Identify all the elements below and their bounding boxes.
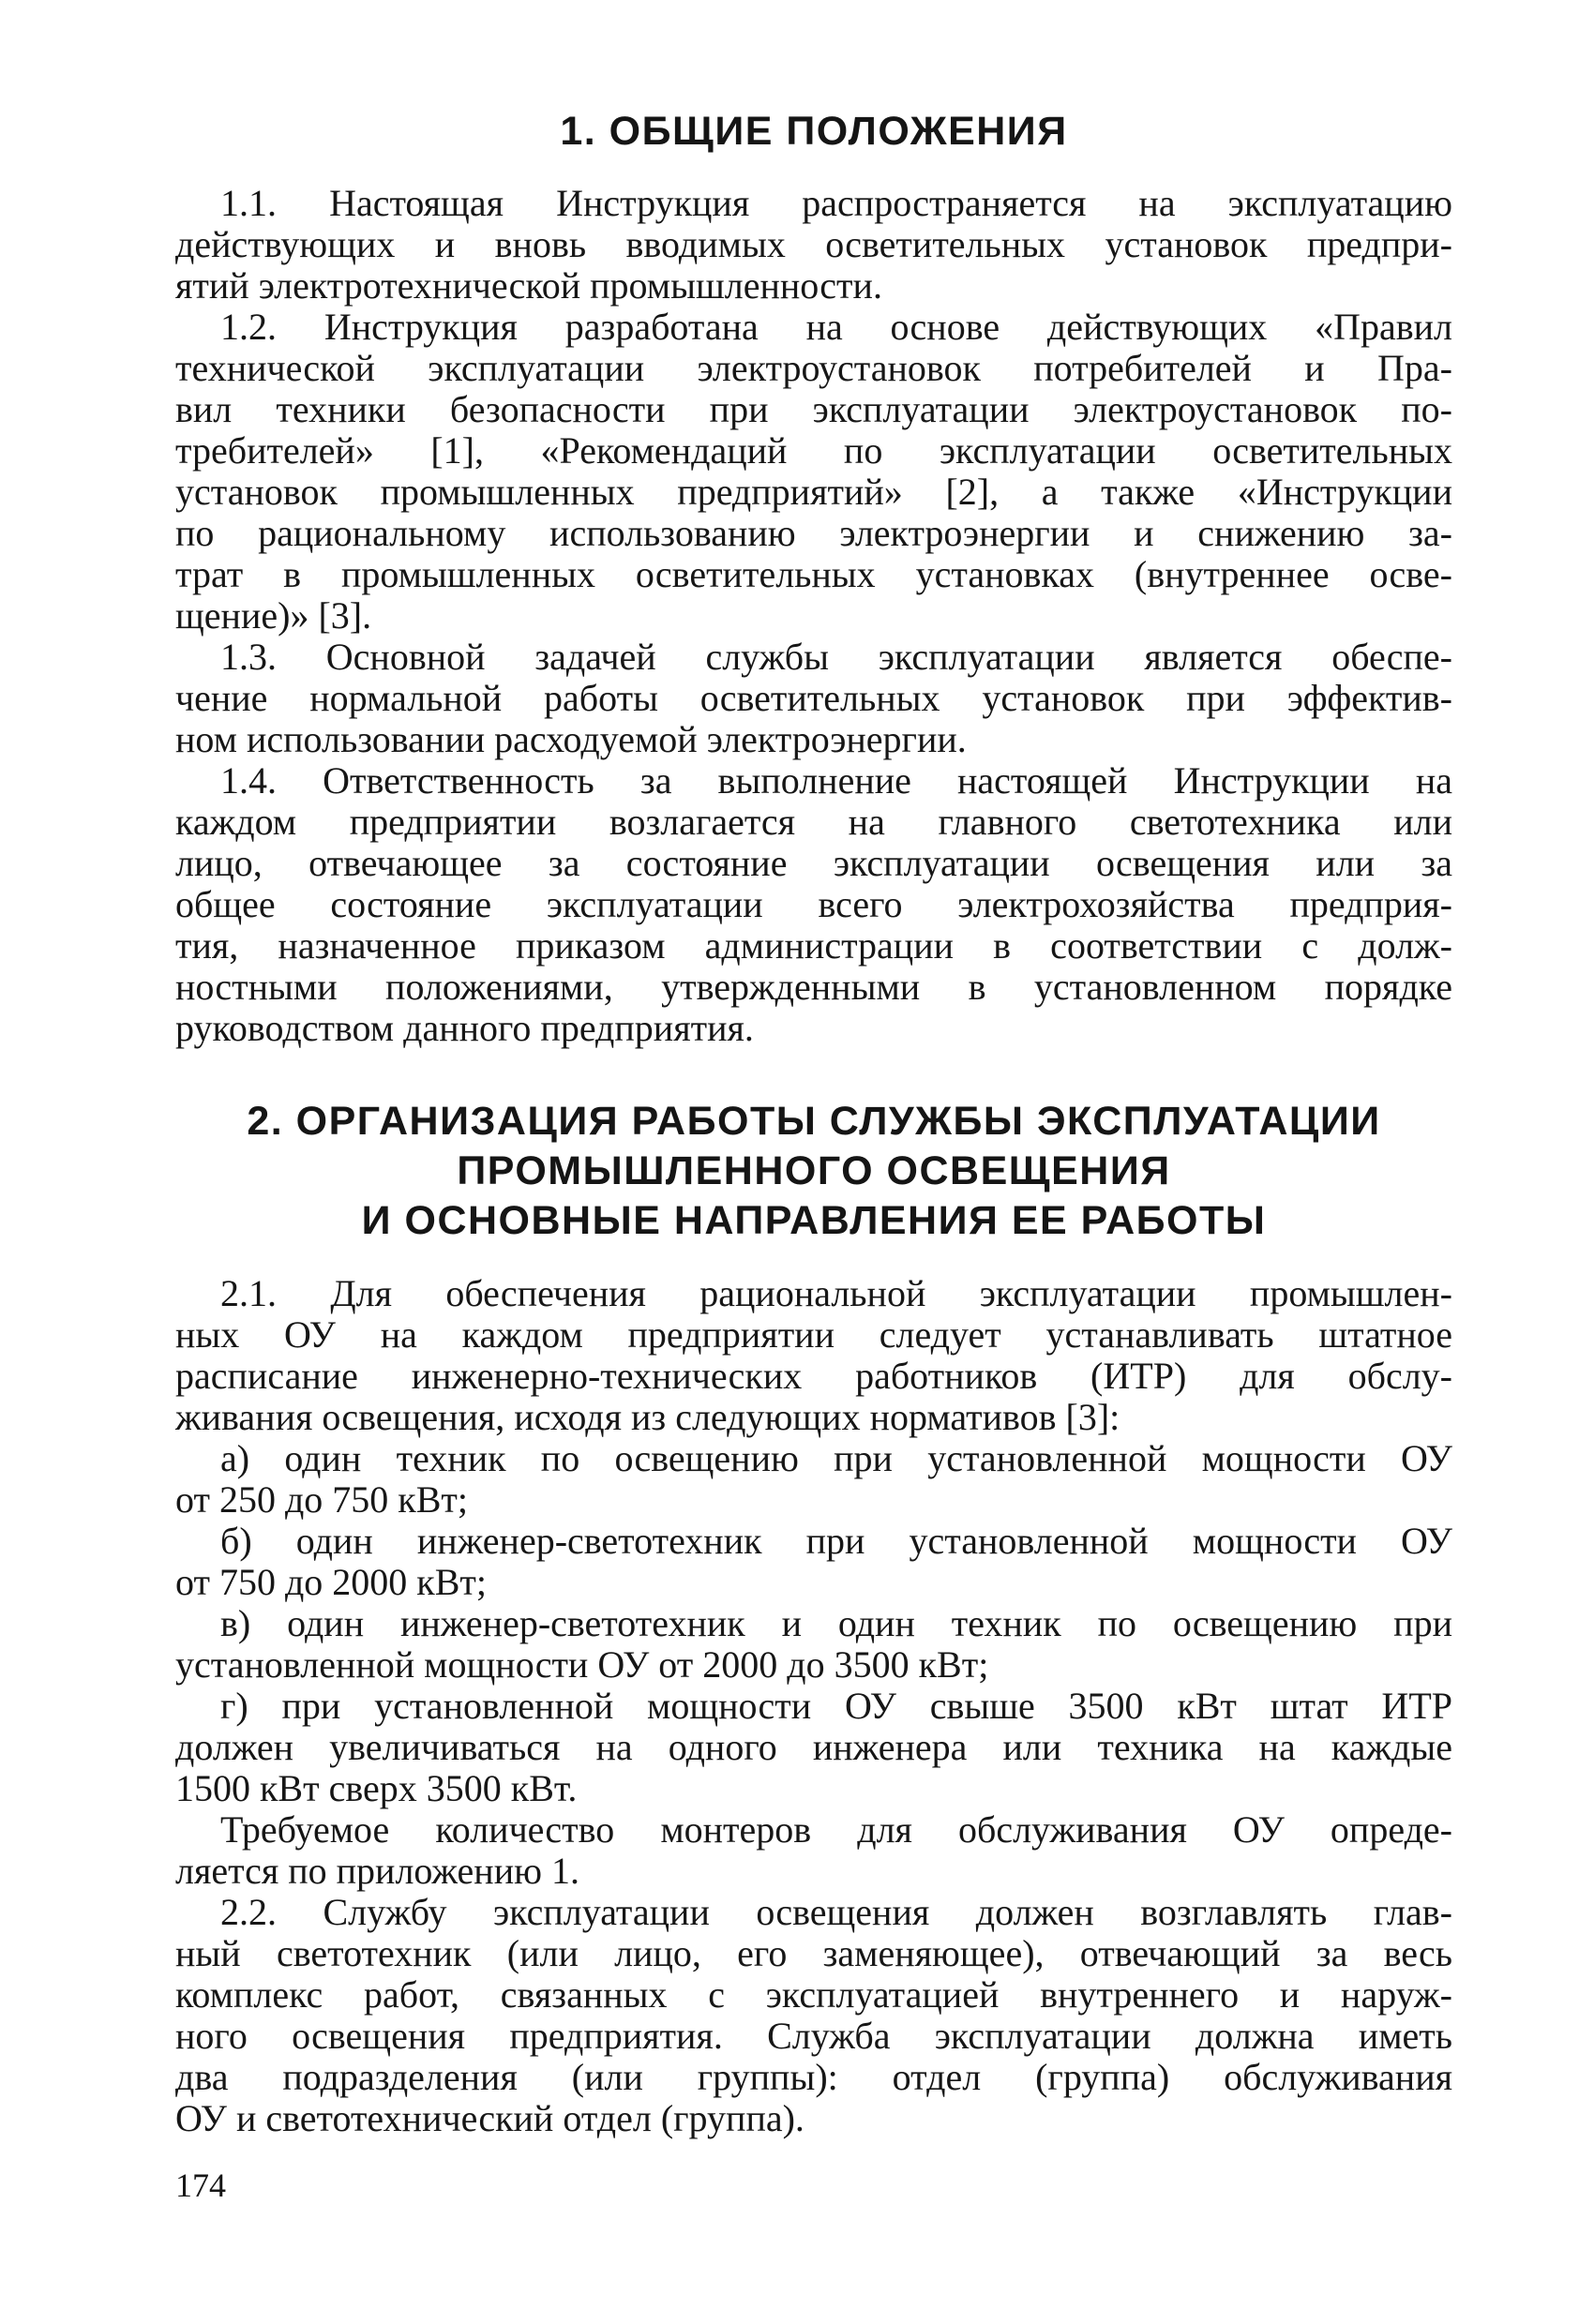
text-line: 2.1. Для обеспечения рациональной эксплуатации промышлен-: [220, 1272, 1452, 1314]
text-line: Требуемое количество монтеров для обслуживания ОУ опреде-: [220, 1808, 1452, 1851]
text-line: каждом предприятии возлагается на главного светотехника или: [175, 801, 1452, 843]
text-line: б) один инженер-светотехник при установленной мощности ОУ: [220, 1520, 1452, 1562]
text-line: живания освещения, исходя из следующих нормативов [3]:: [175, 1396, 1120, 1438]
paragraph: [175, 760, 1452, 1049]
text-line: 2.2. Службу эксплуатации освещения должен возглавлять глав-: [220, 1891, 1452, 1933]
text-line: ностными положениями, утвержденными в установленном порядке: [175, 966, 1452, 1008]
heading-line: И ОСНОВНЫЕ НАПРАВЛЕНИЯ ЕЕ РАБОТЫ: [361, 1198, 1267, 1243]
text-line: общее состояние эксплуатации всего электрохозяйства предприя-: [175, 883, 1452, 925]
section-1-heading: [175, 107, 1452, 157]
section-1-body: [175, 183, 1452, 1049]
text-line: в) один инженер-светотехник и один техник по освещению при: [220, 1602, 1452, 1644]
text-line: от 750 до 2000 кВт;: [175, 1561, 488, 1603]
section-2-body: [175, 1273, 1452, 2139]
text-line: руководством данного предприятия.: [175, 1007, 754, 1049]
text-line: 1500 кВт сверх 3500 кВт.: [175, 1767, 578, 1809]
text-line: чение нормальной работы осветительных установок при эффектив-: [175, 677, 1452, 719]
text-line: трат в промышленных осветительных установках (внутреннее осве-: [175, 553, 1452, 595]
text-line: должен увеличиваться на одного инженера или техника на каждые: [175, 1726, 1452, 1768]
text-line: технической эксплуатации электроустановок потребителей и Пра-: [175, 347, 1452, 389]
text-line: установок промышленных предприятий» [2], а также «Инструкции: [175, 471, 1452, 513]
heading-line: ПРОМЫШЛЕННОГО ОСВЕЩЕНИЯ: [457, 1148, 1171, 1193]
text-line: ных ОУ на каждом предприятии следует устанавливать штатное: [175, 1313, 1452, 1356]
text-line: 1.3. Основной задачей службы эксплуатации является обеспе-: [220, 636, 1452, 678]
text-line: по рациональному использованию электроэнергии и снижению за-: [175, 512, 1452, 554]
text-line: тия, назначенное приказом администрации в соответствии с долж-: [175, 924, 1452, 967]
text-line: действующих и вновь вводимых осветительных установок предпри-: [175, 223, 1452, 265]
paragraph: [175, 1438, 1452, 1521]
paragraph: [175, 1521, 1452, 1603]
paragraph: [175, 637, 1452, 760]
paragraph: [175, 1809, 1452, 1892]
text-line: 1.2. Инструкция разработана на основе действующих «Правил: [220, 306, 1452, 348]
text-line: ляется по приложению 1.: [175, 1850, 579, 1892]
text-line: 1.4. Ответственность за выполнение настоящей Инструкции на: [220, 759, 1452, 802]
paragraph: [175, 1603, 1452, 1686]
text-line: от 250 до 750 кВт;: [175, 1478, 469, 1521]
text-line: вил техники безопасности при эксплуатации электроустановок по-: [175, 388, 1452, 430]
text-line: ятий электротехнической промышленности.: [175, 264, 882, 307]
text-line: ОУ и светотехнический отдел (группа).: [175, 2097, 805, 2139]
heading-line: 2. ОРГАНИЗАЦИЯ РАБОТЫ СЛУЖБЫ ЭКСПЛУАТАЦИИ: [247, 1099, 1381, 1144]
text-line: требителей» [1], «Рекомендаций по эксплуатации осветительных: [175, 429, 1452, 472]
text-line: два подразделения (или группы): отдел (группа) обслуживания: [175, 2056, 1452, 2098]
paragraph: [175, 183, 1452, 307]
paragraph: [175, 1273, 1452, 1438]
paragraph: [175, 1686, 1452, 1809]
paragraph: [175, 307, 1452, 637]
text-line: г) при установленной мощности ОУ свыше 3500 кВт штат ИТР: [220, 1685, 1452, 1727]
paragraph: [175, 1892, 1452, 2139]
text-line: лицо, отвечающее за состояние эксплуатации освещения или за: [175, 842, 1452, 884]
text-line: комплекс работ, связанных с эксплуатацией внутреннего и наруж-: [175, 1973, 1452, 2016]
text-line: 1.1. Настоящая Инструкция распространяется на эксплуатацию: [220, 182, 1452, 224]
text-line: а) один техник по освещению при установленной мощности ОУ: [220, 1437, 1452, 1479]
section-2-heading: [175, 1097, 1452, 1246]
text-line: ном использовании расходуемой электроэнергии.: [175, 718, 967, 760]
page-number: 174: [175, 2167, 226, 2204]
text-line: щение)» [3].: [175, 594, 372, 637]
text-line: расписание инженерно-технических работников (ИТР) для обслу-: [175, 1355, 1452, 1397]
text-line: ного освещения предприятия. Служба эксплуатации должна иметь: [175, 2015, 1452, 2057]
text-line: ный светотехник (или лицо, его заменяющее), отвечающий за весь: [175, 1932, 1452, 1974]
heading-line: 1. ОБЩИЕ ПОЛОЖЕНИЯ: [560, 109, 1068, 154]
text-line: установленной мощности ОУ от 2000 до 3500 кВт;: [175, 1643, 989, 1686]
